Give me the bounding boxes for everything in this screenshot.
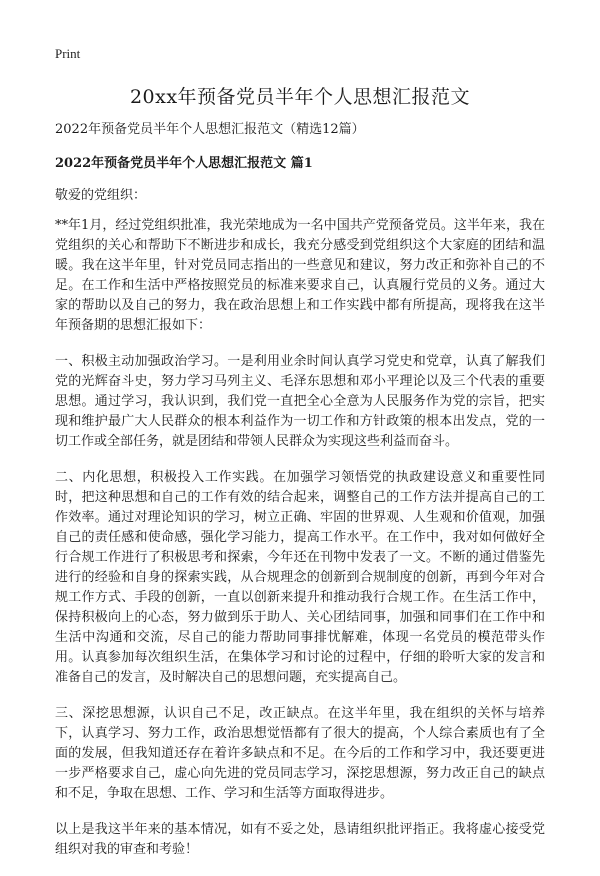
document-subtitle: 2022年预备党员半年个人思想汇报范文（精选12篇）: [55, 122, 365, 137]
page-title: 20xx年预备党员半年个人思想汇报范文: [129, 86, 471, 108]
paragraph-self-reflection: 三、深挖思想源，认识自己不足，改正缺点。在这半年里，我在组织的关怀与培养下，认真学习、努力工作，政治思想觉悟都有了很大的提高，个人综合素质也有了全面的发展，但我知道还存在着许多缺点和不足。在今后的工作和学习中，我还要更进一步严格要求自己，虚心向先进的党员同志学习，深挖思想源，努力改正自己的缺点和不足，争取在思想、工作、学习和生活等方面取得进步。: [55, 706, 545, 801]
section-heading: 2022年预备党员半年个人思想汇报范文 篇1: [55, 156, 313, 171]
paragraph-work-practice: 二、内化思想，积极投入工作实践。在加强学习领悟党的执政建设意义和重要性同时，把这种思想和自己的工作有效的结合起来，调整自己的工作方法并提高自己的工作效率。通过对理论知识的学习，树立正确、牢固的世界观、人生观和价值观，加强自己的责任感和使命感，强化学习能力，提高工作水平。在工作中，我对如何做好全行合规工作进行了积极思考和探索，今年还在刊物中发表了一文。不断的通过借鉴先进行的经验和自身的探索实践，从合规理念的创新到合规制度的创新，再到今年对合规工作方式、手段的创新，一直以创新来提升和推动我行合规工作。在生活工作中，保持积极向上的心态，努力做到乐于助人、关心团结同事，加强和同事们在工作中和生活中沟通和交流，尽自己的能力帮助同事排忧解难，体现一名党员的模范带头作用。认真参加每次组织生活，在集体学习和讨论的过程中，仔细的聆听大家的发言和准备自己的发言，及时解决自己的思想问题，充实提高自己。: [55, 470, 545, 685]
paragraph-closing: 以上是我这半年来的基本情况，如有不妥之处，恳请组织批评指正。我将虚心接受党组织对我的审查和考验！: [55, 822, 545, 857]
print-link[interactable]: Print: [55, 46, 81, 61]
salutation: 敬爱的党组织：: [55, 188, 147, 203]
paragraph-intro: **年1月，经过党组织批准，我光荣地成为一名中国共产党预备党员。这半年来，我在党组织的关心和帮助下不断进步和成长，我充分感受到党组织这个大家庭的团结和温暖。我在这半年里，针对党员同志指出的一些意见和建议，努力改正和弥补自己的不足。在工作和生活中严格按照党员的标准来要求自己，认真履行党员的义务。通过大家的帮助以及自己的努力，我在政治思想上和工作实践中都有所提高，现将我在这半年预备期的思想汇报如下：: [55, 218, 545, 333]
document-body: [55, 120, 545, 876]
paragraph-political-study: 一、积极主动加强政治学习。一是利用业余时间认真学习党史和党章，认真了解我们党的光辉奋斗史，努力学习马列主义、毛泽东思想和邓小平理论以及三个代表的重要思想。通过学习，我认识到，我们党一直把全心全意为人民服务作为党的宗旨，把实现和维护最广大人民群众的根本利益作为一切工作和方针政策的根本出发点，党的一切工作或全部任务，就是团结和带领人民群众为实现这些利益而奋斗。: [55, 354, 545, 449]
